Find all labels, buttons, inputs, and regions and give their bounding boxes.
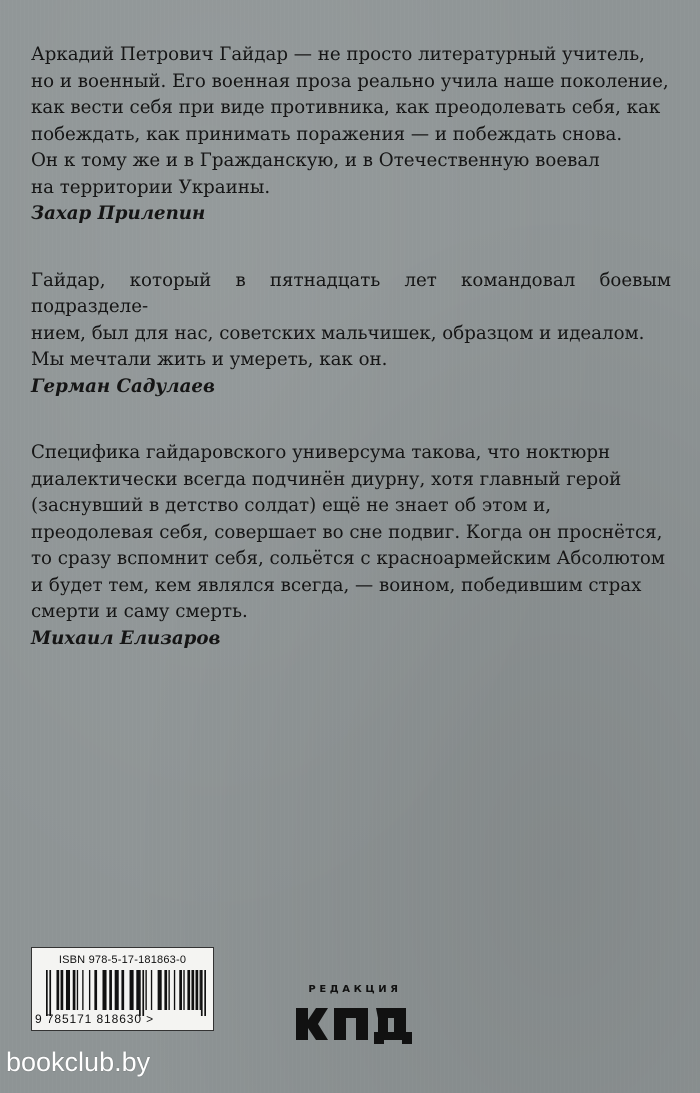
publisher-logo-icon: [294, 998, 416, 1044]
publisher-mark: [290, 984, 430, 1044]
quotes-block: [31, 42, 671, 652]
publisher-label: РЕДАКЦИЯ: [308, 984, 402, 995]
quote-text: Гайдар, который в пятнадцать лет командовал боевым подразделе- нием, был для нас, советских мальчишек, образцом и идеалом. Мы мечтали жить и умереть, как он.: [31, 269, 671, 370]
barcode: [31, 947, 214, 1031]
quote-sadulaev: [31, 268, 671, 401]
quote-author: Захар Прилепин: [31, 203, 206, 224]
quote-author: Михаил Елизаров: [31, 627, 221, 649]
quote-prilepin: [31, 42, 671, 228]
quote-author: Герман Садулаев: [31, 375, 215, 397]
quote-elizarov: [31, 440, 671, 652]
barcode-digits: 9 785171 818630 >: [35, 1012, 155, 1026]
quote-text: Аркадий Петрович Гайдар — не просто литературный учитель, но и военный. Его военная проза реально учила наше поколение, как вести себя при виде противника, как преодолевать себя, как побеждать, как принимать поражения — и побеждать снова. Он к тому же и в Гражданскую, и в Отечественную воевал на территории Украины.: [31, 44, 669, 198]
isbn-label: ISBN 978-5-17-181863-0: [58, 954, 187, 966]
barcode-bars-icon: [46, 970, 206, 1016]
quote-text: Специфика гайдаровского универсума такова, что ноктюрн диалектически всегда подчинён диурну, хотя главный герой (заснувший в детство солдат) ещё не знает об этом и, преодолевая себя, совершает во сне подвиг. Когда он проснётся, то сразу вспомнит себя, сольётся с красноармейским Абсолютом и будет тем, кем являлся всегда, — воином, победившим страх смерти и саму смерть.: [31, 442, 665, 622]
watermark: bookclub.by: [6, 1047, 151, 1077]
